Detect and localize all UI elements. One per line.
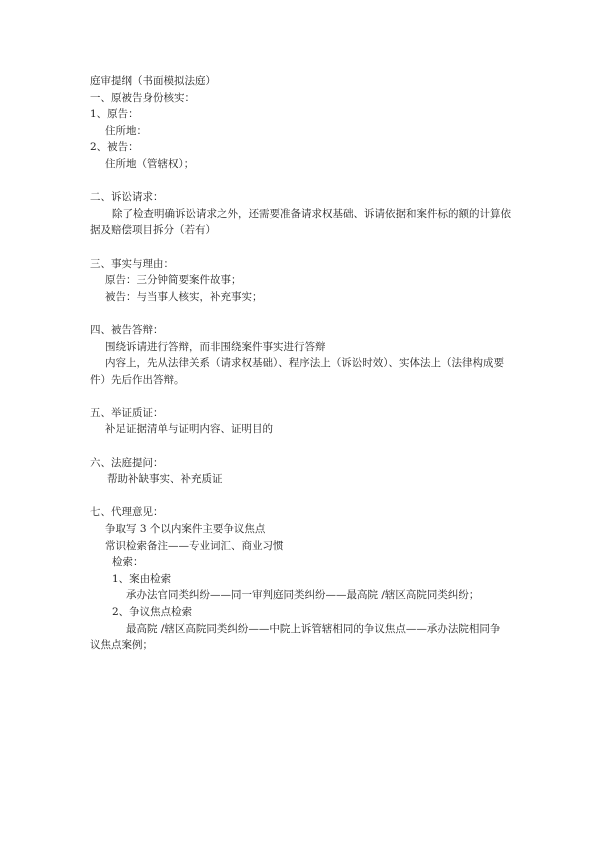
defendant-label: 2、被告： bbox=[90, 141, 139, 154]
section-6-heading: 六、法庭提问： bbox=[90, 456, 164, 469]
search-item-1-detail: 承办法官同类纠纷——同一审判庭同类纠纷——最高院 /辖区高院同类纠纷； bbox=[126, 589, 480, 602]
section-5-heading: 五、举证质证： bbox=[90, 406, 164, 419]
search-label: 检索： bbox=[112, 556, 144, 569]
section-7-line-2: 常识检索备注——专业词汇、商业习惯 bbox=[105, 539, 284, 552]
section-2-body-line-2: 据及赔偿项目拆分（若有） bbox=[90, 224, 216, 237]
section-5-line-1: 补足证据清单与证明内容、证明目的 bbox=[105, 423, 273, 436]
search-item-1: 1、案由检索 bbox=[112, 572, 172, 585]
search-item-2-detail-line-1: 最高院 /辖区高院同类纠纷——中院上诉管辖相同的争议焦点——承办法院相同争 bbox=[126, 622, 501, 635]
section-3-defendant: 被告：与当事人核实，补充事实； bbox=[105, 290, 263, 303]
document-title: 庭审提纲（书面模拟法庭） bbox=[90, 75, 216, 87]
search-item-2: 2、争议焦点检索 bbox=[112, 606, 193, 618]
section-7-heading: 七、代理意见： bbox=[90, 506, 164, 519]
plaintiff-address: 住所地： bbox=[105, 124, 147, 137]
section-7-line-1: 争取写 3 个以内案件主要争议焦点 bbox=[105, 523, 266, 536]
defendant-address: 住所地（管辖权）； bbox=[105, 157, 195, 170]
section-6-line-1: 帮助补缺事实、补充质证 bbox=[107, 473, 223, 486]
section-3-heading: 三、事实与理由： bbox=[90, 257, 174, 270]
section-4-line-3: 件）先后作出答辩。 bbox=[90, 373, 185, 386]
section-4-line-2: 内容上，先从法律关系（请求权基础）、程序法上（诉讼时效）、实体法上（法律构成要 bbox=[105, 357, 504, 370]
section-4-heading: 四、被告答辩： bbox=[90, 323, 164, 336]
section-2-body-line-1: 除了检查明确诉讼请求之外，还需要准备请求权基础、诉请依据和案件标的额的计算依 bbox=[112, 207, 511, 220]
section-3-plaintiff: 原告：三分钟简要案件故事； bbox=[105, 274, 242, 287]
search-item-2-detail-line-2: 议焦点案例； bbox=[90, 639, 153, 652]
section-1-heading: 一、原被告身份核实： bbox=[90, 91, 195, 104]
section-2-heading: 二、诉讼请求： bbox=[90, 191, 164, 204]
section-4-line-1: 围绕诉请进行答辩，而非围绕案件事实进行答辩 bbox=[105, 340, 326, 353]
plaintiff-label: 1、原告： bbox=[90, 108, 139, 121]
document-page bbox=[90, 73, 520, 654]
